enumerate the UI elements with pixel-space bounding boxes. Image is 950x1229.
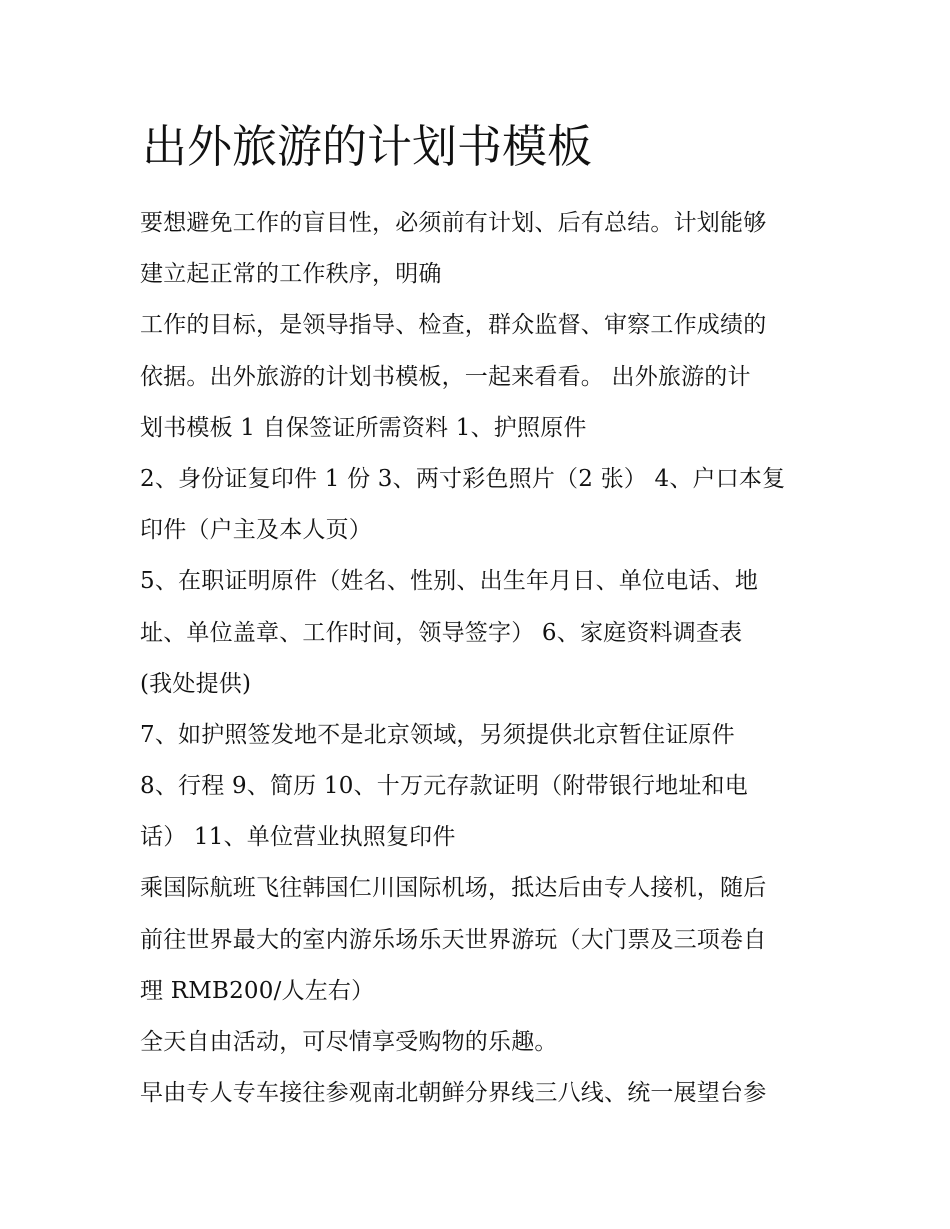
body-line: 印件（户主及本人页）	[140, 517, 372, 544]
document-body	[140, 198, 820, 1119]
body-line: 早由专人专车接往参观南北朝鲜分界线三八线、统一展望台参	[140, 1080, 767, 1107]
body-line: 建立起正常的工作秩序，明确	[140, 261, 442, 288]
body-line: 全天自由活动，可尽情享受购物的乐趣。	[140, 1029, 558, 1055]
body-line: 7、如护照签发地不是北京领域，另须提供北京暂住证原件	[140, 721, 735, 748]
page-title: 出外旅游的计划书模板	[142, 120, 593, 173]
body-line: 话） 11、单位营业执照复印件	[140, 824, 456, 851]
body-line: 理 RMB200/人左右）	[140, 977, 375, 1004]
body-line: 前往世界最大的室内游乐场乐天世界游玩（大门票及三项卷自	[140, 926, 767, 953]
body-line: 依据。出外旅游的计划书模板，一起来看看。 出外旅游的计	[140, 363, 751, 390]
body-line: 划书模板 1 自保签证所需资料 1、护照原件	[140, 414, 587, 441]
body-line: (我处提供)	[140, 670, 252, 697]
body-line: 2、身份证复印件 1 份 3、两寸彩色照片（2 张） 4、户口本复	[140, 465, 786, 492]
body-line: 址、单位盖章、工作时间，领导签字） 6、家庭资料调查表	[140, 619, 743, 646]
body-line: 5、在职证明原件（姓名、性别、出生年月日、单位电话、地	[140, 568, 759, 595]
body-line: 要想避免工作的盲目性，必须前有计划、后有总结。计划能够	[140, 210, 767, 236]
body-line: 8、行程 9、简历 10、十万元存款证明（附带银行地址和电	[140, 773, 748, 800]
body-line: 工作的目标，是领导指导、检查，群众监督、审察工作成绩的	[140, 312, 767, 339]
body-line: 乘国际航班飞往韩国仁川国际机场，抵达后由专人接机，随后	[140, 875, 767, 902]
